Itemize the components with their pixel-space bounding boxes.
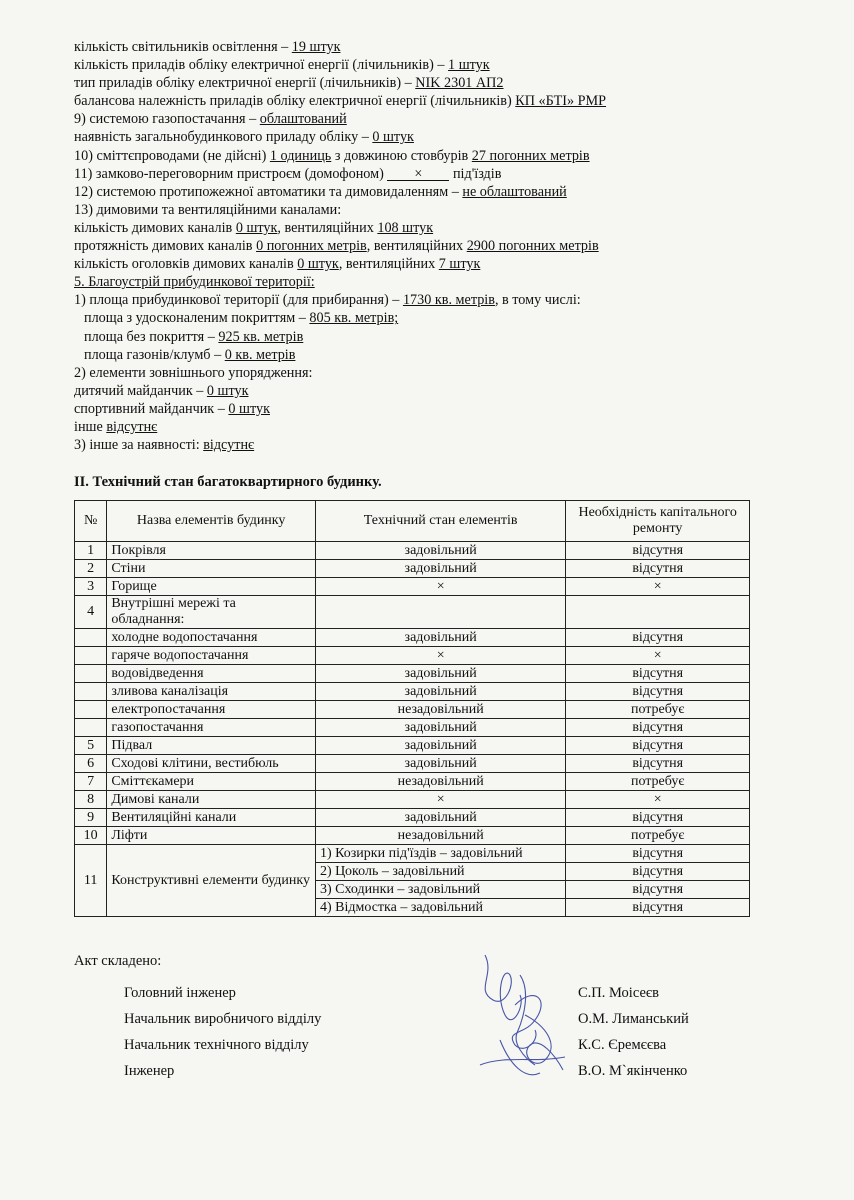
filled-value: 0 погонних метрів <box>256 238 367 255</box>
line-text: наявність загальнобудинкового приладу обліку – <box>74 129 373 146</box>
cell-number <box>75 647 107 665</box>
cell-number: 5 <box>75 737 107 755</box>
cell-technical-state: задовільний <box>315 683 565 701</box>
cell-technical-state: задовільний <box>315 719 565 737</box>
signer-name: В.О. М`якінченко <box>578 1063 688 1079</box>
signer-position: Начальник виробничого відділу <box>124 1011 322 1027</box>
line-text: з довжиною стовбурів <box>331 147 472 164</box>
cell-technical-state: задовільний <box>315 542 565 560</box>
cell-number: 3 <box>75 578 107 596</box>
filled-value: КП «БТІ» РМР <box>515 93 607 110</box>
cell-repair-need: відсутня <box>566 683 750 701</box>
cell-element-name: Сміттєкамери <box>107 773 316 791</box>
info-line <box>74 92 764 110</box>
table-row <box>75 596 750 629</box>
line-text: , вентиляційних <box>338 256 439 273</box>
cell-technical-state: 1) Козирки під'їздів – задовільний <box>315 845 565 863</box>
signer-row <box>124 1063 744 1083</box>
table-row <box>75 791 750 809</box>
cell-repair-need: відсутня <box>566 560 750 578</box>
cell-repair-need: відсутня <box>566 881 750 899</box>
table-row <box>75 773 750 791</box>
line-text: 10) сміттєпроводами (не дійсні) <box>74 147 270 164</box>
filled-value: 2900 погонних метрів <box>466 238 599 255</box>
info-line <box>74 74 764 92</box>
filled-value: відсутнє <box>203 437 255 454</box>
line-text: тип приладів обліку електричної енергії (лічильників) – <box>74 75 416 92</box>
cell-repair-need: потребує <box>566 827 750 845</box>
cell-repair-need: × <box>566 578 750 596</box>
filled-value: 5. Благоустрій прибудинкової території: <box>74 274 315 291</box>
cell-repair-need: відсутня <box>566 899 750 917</box>
cell-number: 10 <box>75 827 107 845</box>
cell-number: 9 <box>75 809 107 827</box>
building-characteristics <box>74 38 764 454</box>
line-text: інше <box>74 418 107 435</box>
cell-number <box>75 701 107 719</box>
line-text: площа без покриття – <box>84 328 219 345</box>
filled-value: 0 штук <box>228 400 270 417</box>
cell-repair-need: відсутня <box>566 665 750 683</box>
table-row <box>75 719 750 737</box>
cell-element-name: Підвал <box>107 737 316 755</box>
cell-number <box>75 683 107 701</box>
info-line <box>74 147 764 165</box>
cell-technical-state: × <box>315 578 565 596</box>
technical-state-table <box>74 500 750 917</box>
filled-value: NIK 2301 АП2 <box>415 75 504 92</box>
info-line <box>74 183 764 201</box>
line-text: площа з удосконаленим покриттям – <box>84 310 310 327</box>
filled-value: 0 кв. метрів <box>224 346 296 363</box>
line-text: кількість оголовків димових каналів <box>74 256 298 273</box>
filled-value: 27 погонних метрів <box>471 147 590 164</box>
cell-number <box>75 629 107 647</box>
section-title: ІІ. Технічний стан багатоквартирного будинку. <box>74 474 382 490</box>
cell-repair-need: потребує <box>566 773 750 791</box>
line-text: кількість світильників освітлення – <box>74 39 292 55</box>
cell-technical-state: задовільний <box>315 755 565 773</box>
info-line <box>74 346 764 364</box>
cell-technical-state: задовільний <box>315 809 565 827</box>
cell-element-name: Вентиляційні канали <box>107 809 316 827</box>
filled-value: 0 штук <box>297 256 339 273</box>
cell-repair-need: відсутня <box>566 845 750 863</box>
cell-number: 11 <box>75 845 107 917</box>
signer-name: К.С. Єремєєва <box>578 1037 667 1053</box>
cell-element-name: холодне водопостачання <box>107 629 316 647</box>
filled-value: не облаштований <box>462 183 567 200</box>
line-text: 9) системою газопостачання – <box>74 111 260 128</box>
cell-repair-need: потребує <box>566 701 750 719</box>
act-title: Акт складено: <box>74 953 162 969</box>
filled-value: 1730 кв. метрів <box>402 292 495 309</box>
signer-row <box>124 985 744 1005</box>
table-row <box>75 845 750 863</box>
signer-row <box>124 1037 744 1057</box>
cell-element-name: Димові канали <box>107 791 316 809</box>
cell-element-name: Покрівля <box>107 542 316 560</box>
cell-number: 4 <box>75 596 107 629</box>
cell-element-name: Сходові клітини, вестибюль <box>107 755 316 773</box>
cell-element-name: Горище <box>107 578 316 596</box>
line-text: , вентиляційних <box>277 219 378 236</box>
cell-element-name: водовідведення <box>107 665 316 683</box>
info-line <box>74 436 764 454</box>
table-row <box>75 560 750 578</box>
filled-value: 1 одиниць <box>269 147 332 164</box>
info-line <box>74 328 764 346</box>
cell-technical-state: 2) Цоколь – задовільний <box>315 863 565 881</box>
cell-number: 2 <box>75 560 107 578</box>
cell-repair-need: відсутня <box>566 719 750 737</box>
cell-element-name: Ліфти <box>107 827 316 845</box>
table-row <box>75 827 750 845</box>
info-line <box>74 400 764 418</box>
line-text: площа газонів/клумб – <box>84 346 225 363</box>
cell-element-name: зливова каналізація <box>107 683 316 701</box>
cell-technical-state: задовільний <box>315 737 565 755</box>
line-text: спортивний майданчик – <box>74 400 229 417</box>
line-text: кількість приладів обліку електричної енергії (лічильників) – <box>74 57 449 74</box>
filled-value: 7 штук <box>438 256 481 273</box>
cell-repair-need: відсутня <box>566 755 750 773</box>
table-row <box>75 683 750 701</box>
info-line <box>74 219 764 237</box>
cell-repair-need: відсутня <box>566 542 750 560</box>
filled-value: 805 кв. метрів; <box>309 310 399 327</box>
signer-position: Начальник технічного відділу <box>124 1037 309 1053</box>
header-element-name: Назва елементів будинку <box>107 501 316 542</box>
filled-value: 108 штук <box>377 219 434 236</box>
signer-row <box>124 1011 744 1031</box>
info-line <box>74 309 764 327</box>
info-line <box>74 418 764 436</box>
cell-number: 8 <box>75 791 107 809</box>
cell-element-name: Конструктивні елементи будинку <box>107 845 316 917</box>
line-text: 13) димовими та вентиляційними каналами: <box>74 201 342 218</box>
filled-value: облаштований <box>259 111 347 128</box>
header-number: № <box>75 501 107 542</box>
signer-name: С.П. Моісеєв <box>578 985 659 1001</box>
cell-technical-state: задовільний <box>315 665 565 683</box>
line-text: під'їздів <box>449 165 502 182</box>
signer-name: О.М. Лиманський <box>578 1011 689 1027</box>
info-line <box>74 110 764 128</box>
info-line <box>74 201 764 219</box>
info-line <box>74 273 764 291</box>
line-text: кількість димових каналів <box>74 219 236 236</box>
filled-value: 0 штук <box>372 129 414 146</box>
cell-element-name: Стіни <box>107 560 316 578</box>
handwritten-signature-icon <box>465 945 575 1085</box>
line-text: 12) системою протипожежної автоматики та димовидаленням – <box>74 183 463 200</box>
filled-value: 0 штук <box>235 219 278 236</box>
signer-position: Інженер <box>124 1063 175 1079</box>
info-line <box>74 291 764 309</box>
cell-technical-state: задовільний <box>315 560 565 578</box>
cell-technical-state: 3) Сходинки – задовільний <box>315 881 565 899</box>
cell-technical-state: × <box>315 791 565 809</box>
filled-value: 925 кв. метрів <box>218 328 304 345</box>
cell-element-name: газопостачання <box>107 719 316 737</box>
blank-field: × <box>387 168 449 181</box>
cell-number <box>75 665 107 683</box>
info-line <box>74 364 764 382</box>
line-text: дитячий майданчик – <box>74 382 207 399</box>
info-line <box>74 255 764 273</box>
cell-number: 1 <box>75 542 107 560</box>
cell-number: 6 <box>75 755 107 773</box>
table-row <box>75 647 750 665</box>
cell-technical-state: задовільний <box>315 629 565 647</box>
cell-technical-state: незадовільний <box>315 701 565 719</box>
info-line <box>74 56 764 74</box>
cell-repair-need: відсутня <box>566 809 750 827</box>
table-row <box>75 578 750 596</box>
cell-repair-need: відсутня <box>566 863 750 881</box>
table-row <box>75 542 750 560</box>
cell-repair-need: × <box>566 791 750 809</box>
info-line <box>74 382 764 400</box>
info-line <box>74 38 764 56</box>
cell-number <box>75 719 107 737</box>
table-row <box>75 755 750 773</box>
cell-element-name: гаряче водопостачання <box>107 647 316 665</box>
filled-value: 19 штук <box>291 39 341 55</box>
line-text: , в тому числі: <box>494 292 581 309</box>
table-row <box>75 701 750 719</box>
header-technical-state: Технічний стан елементів <box>315 501 565 542</box>
filled-value: 0 штук <box>206 382 249 399</box>
filled-value: 1 штук <box>448 57 490 74</box>
line-text: 1) площа прибудинкової території (для прибирання) – <box>74 292 403 309</box>
cell-element-name: Внутрішні мережі та обладнання: <box>107 596 316 629</box>
cell-number: 7 <box>75 773 107 791</box>
signer-position: Головний інженер <box>124 985 236 1001</box>
line-text: 11) замково-переговорним пристроєм (домофоном) <box>74 165 388 182</box>
cell-repair-need: × <box>566 647 750 665</box>
line-text: балансова належність приладів обліку електричної енергії (лічильників) <box>74 93 516 110</box>
cell-technical-state: × <box>315 647 565 665</box>
cell-technical-state <box>315 596 565 629</box>
cell-technical-state: незадовільний <box>315 773 565 791</box>
table-header-row <box>75 501 750 542</box>
info-line <box>74 128 764 146</box>
cell-repair-need <box>566 596 750 629</box>
cell-technical-state: 4) Відмостка – задовільний <box>315 899 565 917</box>
filled-value: відсутнє <box>106 418 158 435</box>
info-line <box>74 165 764 183</box>
cell-repair-need: відсутня <box>566 629 750 647</box>
line-text: протяжність димових каналів <box>74 238 257 255</box>
cell-technical-state: незадовільний <box>315 827 565 845</box>
line-text: 2) елементи зовнішнього упорядження: <box>74 364 313 381</box>
header-repair-need: Необхідність капітального ремонту <box>566 501 750 542</box>
table-row <box>75 629 750 647</box>
info-line <box>74 237 764 255</box>
cell-element-name: електропостачання <box>107 701 316 719</box>
table-row <box>75 737 750 755</box>
table-row <box>75 809 750 827</box>
table-row <box>75 665 750 683</box>
line-text: 3) інше за наявності: <box>74 437 204 454</box>
cell-repair-need: відсутня <box>566 737 750 755</box>
line-text: , вентиляційних <box>366 238 467 255</box>
